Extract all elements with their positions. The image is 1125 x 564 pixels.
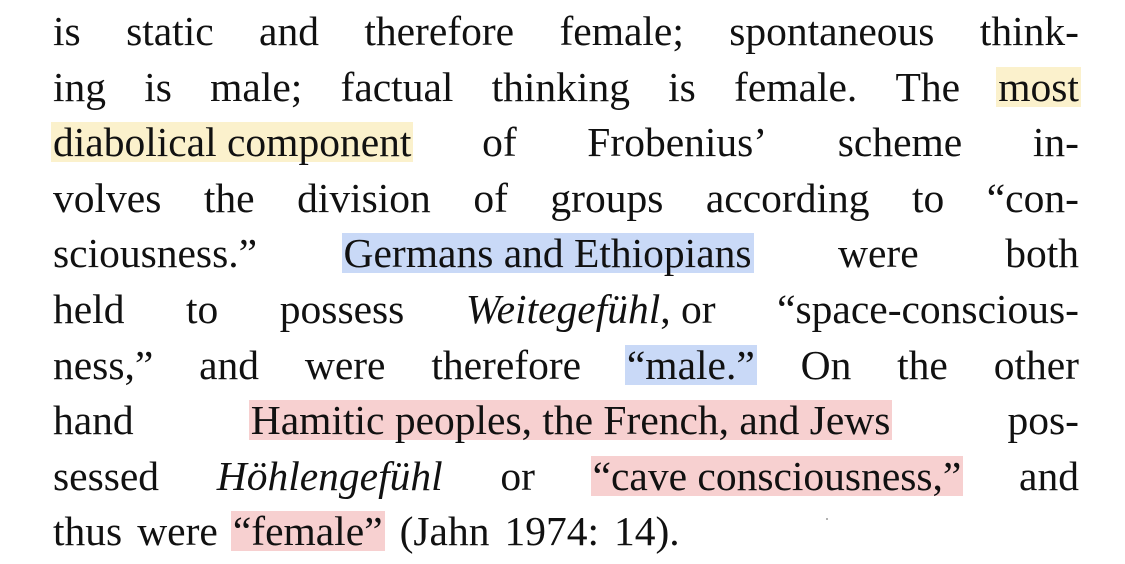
word: pos-: [1007, 397, 1079, 444]
word: possess: [279, 285, 405, 332]
word: the: [897, 341, 948, 388]
word: ness,”: [53, 341, 154, 388]
word: is: [668, 63, 696, 110]
word: to: [185, 285, 219, 332]
word: Frobenius’: [587, 119, 768, 166]
word: and: [259, 8, 319, 54]
word: were: [838, 230, 919, 277]
stray-dot-mark: [826, 518, 828, 520]
word: were: [137, 508, 218, 555]
word: hand: [53, 397, 134, 444]
word: to: [911, 174, 945, 221]
highlight-blue-germans-ethiopians: Germans and Ethiopians: [343, 230, 752, 277]
text-line-2: [53, 60, 1079, 116]
word: female.: [734, 63, 858, 110]
text-line-1: [53, 4, 1079, 60]
word: other: [993, 341, 1079, 388]
word: The: [895, 63, 961, 110]
word: , or: [660, 285, 716, 332]
word: in-: [1032, 119, 1079, 166]
word: according: [705, 174, 870, 221]
term-hoehlengefuehl: Höhlengefühl: [216, 452, 443, 499]
highlight-blue-male: “male.”: [626, 341, 755, 388]
paragraph: [53, 4, 1079, 560]
word: of: [482, 119, 517, 166]
word: “con-: [986, 174, 1079, 221]
word: spontaneous: [729, 8, 935, 54]
word: 14).: [613, 508, 680, 555]
word: is: [53, 8, 81, 54]
word: factual: [340, 63, 454, 110]
highlight-red-hamitic-peoples: Hamitic peoples, the French, and Jews: [250, 397, 891, 444]
word: ing: [53, 63, 107, 110]
highlight-red-cave-consciousness: “cave consciousness,”: [592, 452, 962, 499]
highlight-red-female: “female”: [232, 508, 383, 555]
word: therefore: [431, 341, 582, 388]
highlight-yellow-most: most: [998, 63, 1079, 110]
text-line-3: [53, 115, 1079, 171]
word: thus: [53, 508, 123, 555]
text-line-9: [53, 449, 1079, 505]
word: division: [297, 174, 431, 221]
text-line-5: [53, 226, 1079, 282]
text-line-10: [53, 504, 1079, 560]
word: and: [1019, 452, 1079, 499]
word: thinking: [491, 63, 630, 110]
word: On: [800, 341, 852, 388]
word: 1974:: [504, 508, 599, 555]
text-line-6: [53, 282, 1079, 338]
word: both: [1005, 230, 1079, 277]
word: “space-conscious-: [777, 285, 1079, 332]
word: or: [500, 452, 535, 499]
word: think-: [979, 8, 1079, 54]
word: held: [53, 285, 125, 332]
word: static: [126, 8, 214, 54]
word: sciousness.”: [53, 230, 258, 277]
word: volves: [53, 174, 162, 221]
word: is: [144, 63, 172, 110]
word: therefore: [364, 8, 515, 54]
term-group: [466, 282, 716, 338]
word: groups: [550, 174, 664, 221]
word: male;: [210, 63, 303, 110]
word: (Jahn: [399, 508, 490, 555]
word: were: [304, 341, 386, 388]
word: female;: [559, 8, 684, 54]
text-line-8: [53, 393, 1079, 449]
text-line-7: [53, 338, 1079, 394]
text-line-4: [53, 171, 1079, 227]
word: sessed: [53, 452, 160, 499]
highlight-yellow-diabolical-component: diabolical component: [53, 119, 412, 166]
word: of: [473, 174, 508, 221]
word: the: [203, 174, 255, 221]
word: scheme: [837, 119, 963, 166]
term-weitegefuehl: Weitegefühl: [465, 285, 661, 332]
word: and: [199, 341, 260, 388]
